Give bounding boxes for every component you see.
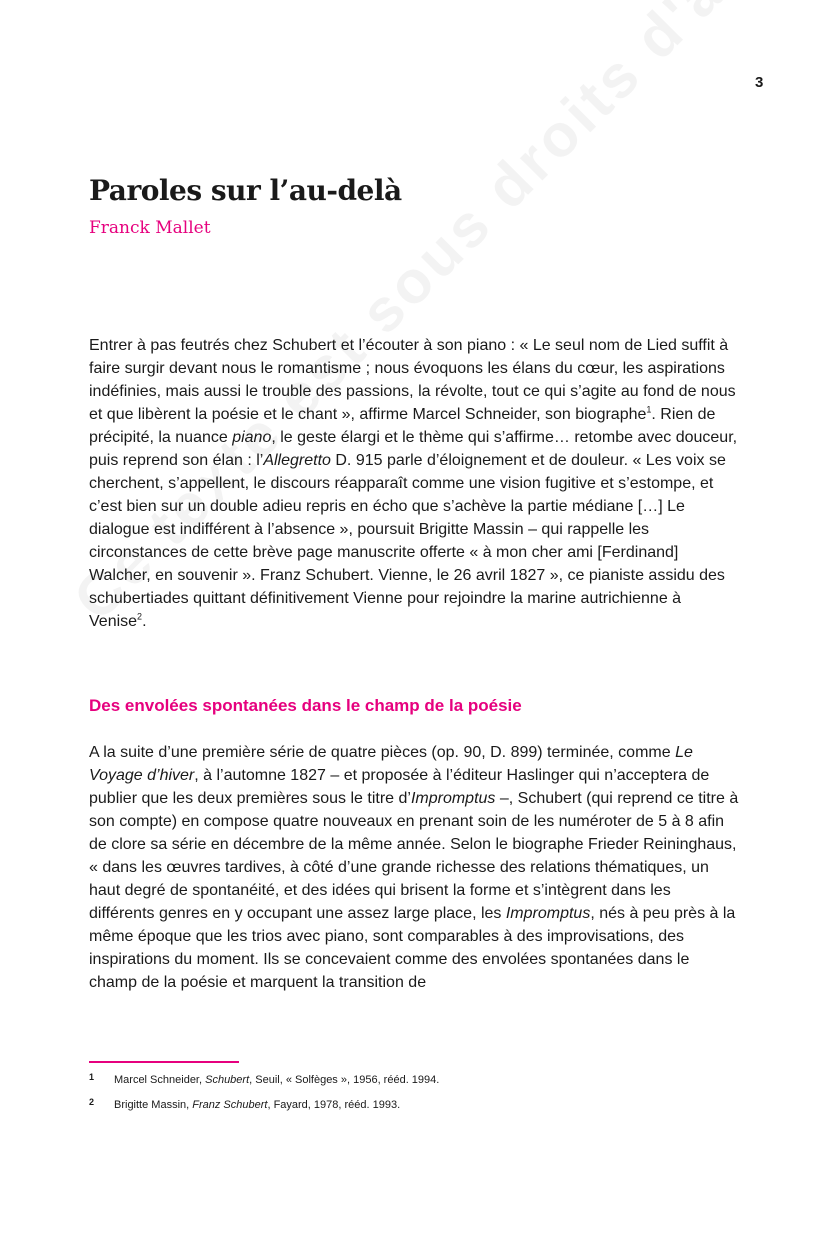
footnote-text (114, 1098, 400, 1113)
text-span: , le geste élargi et le thème qui s’affirme… retombe avec douceur, puis reprend son élan : l’ (89, 429, 738, 469)
text-span: , à l’automne 1827 – et proposée à l’éditeur Haslinger qui n’acceptera de publier que les deux premières sous le titre d’ (89, 767, 710, 807)
text-span: . Rien de précipité, la nuance (89, 406, 716, 446)
text-span: , Seuil, « Solfèges », 1956, rééd. 1994. (249, 1074, 440, 1086)
footnote-text (114, 1073, 439, 1088)
footnote-number: 1 (89, 1072, 95, 1082)
text-span: Entrer à pas feutrés chez Schubert et l’écouter à son piano : « Le seul nom de Lied suffit à faire surgir devant nous le romantisme ; nous évoquons les élans du cœur, les aspirations indéfinies, mais aussi le trouble des passions, la révolte, tout ce qui s’agite au fond de nous et que libèrent la poésie et le chant », affirme Marcel Schneider, son biographe (89, 337, 736, 423)
footnote-ref: 2 (137, 611, 143, 622)
page-number: 3 (755, 74, 764, 91)
footnote-ref: 1 (646, 404, 652, 415)
text-span: A la suite d’une première série de quatre pièces (op. 90, D. 899) terminée, comme (89, 744, 676, 761)
text-span: Brigitte Massin, (114, 1099, 193, 1111)
footnote-number: 2 (89, 1097, 95, 1107)
body-paragraph (89, 334, 739, 633)
text-span: D. 915 parle d’éloignement et de douleur. « Les voix se cherchent, s’appellent, le discours réapparaît comme une vision fugitive et s’estompe, et c’est bien sur un double adieu repris en écho que s’achève la partie médiane […] Le dialogue est indifférent à l’absence », poursuit Brigitte Massin – qui rappelle les circonstances de cette brève page manuscrite offerte « à mon cher ami [Ferdinand] Walcher, en souvenir ». Franz Schubert. Vienne, le 26 avril 1827 », ce pianiste assidu des schubertiades quittant définitivement Vienne pour rejoindre la marine autrichienne à Venise (89, 452, 726, 630)
article-author: Franck Mallet (89, 218, 211, 238)
emphasis: Franz Schubert (192, 1099, 268, 1111)
text-span: , Fayard, 1978, rééd. 1993. (267, 1099, 401, 1111)
emphasis: piano (232, 429, 272, 446)
emphasis: Le Voyage d’hiver (89, 744, 693, 784)
emphasis: Allegretto (263, 452, 331, 469)
article-title: Paroles sur l’au-delà (89, 174, 402, 207)
section-heading: Des envolées spontanées dans le champ de la poésie (89, 696, 522, 715)
text-span: –, Schubert (qui reprend ce titre à son compte) en compose quatre nouveaux en prenant soin de les numéroter de 5 à 8 afin de clore sa série en décembre de la même année. Selon le biographe Frieder Reininghaus, « dans les œuvres tardives, à côté d’une grande richesse des relations thématiques, un haut degré de spontanéité, et des idées qui brisent la forme et s’intègrent dans les différents genres en y occupant une assez large place, les (89, 790, 739, 922)
emphasis: Schubert (205, 1074, 250, 1086)
text-span: . (142, 613, 147, 630)
emphasis: Impromptus (505, 905, 591, 922)
body-paragraph (89, 741, 739, 994)
text-span: Marcel Schneider, (114, 1074, 206, 1086)
text-span: , nés à peu près à la même époque que les trios avec piano, sont comparables à des improvisations, des inspirations du moment. Ils se concevaient comme des envolées spontanées dans le champ de la poésie et marquent la transition de (89, 905, 736, 991)
emphasis: Impromptus (410, 790, 496, 807)
footnote-divider (89, 1061, 239, 1063)
